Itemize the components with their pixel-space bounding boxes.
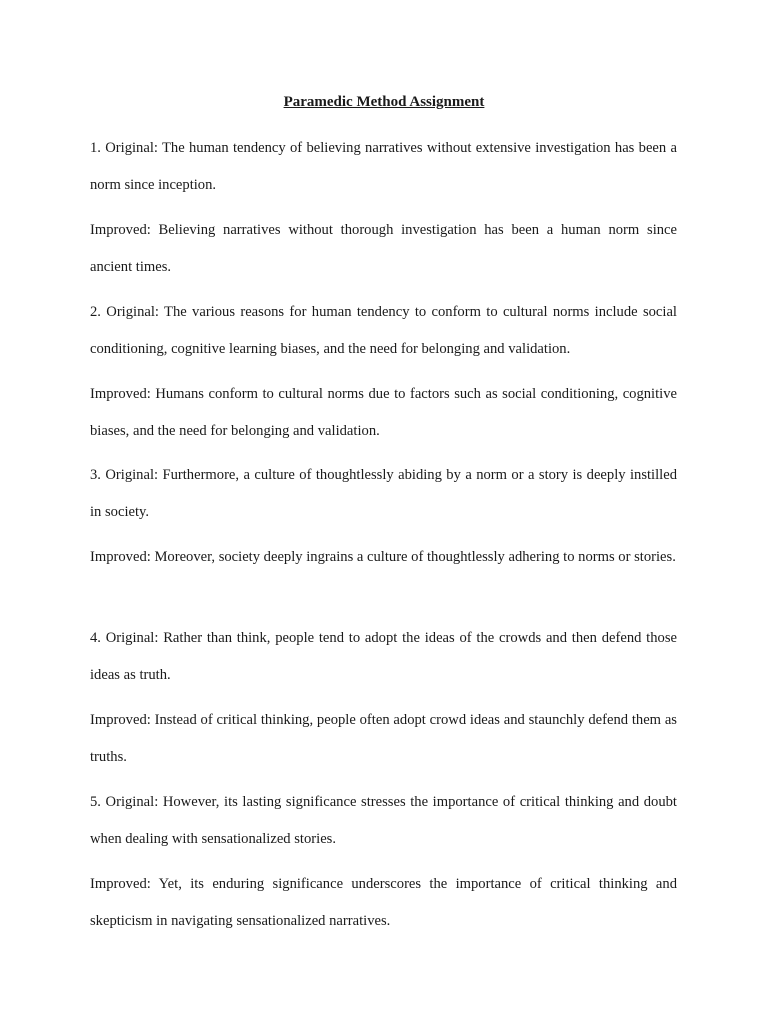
paragraph-3-original: 3. Original: Furthermore, a culture of thoughtlessly abiding by a norm or a story is deeply instilled in society. [90,467,677,520]
paragraph-5-original: 5. Original: However, its lasting significance stresses the importance of critical thinking and doubt when dealing with sensationalized stories. [90,794,677,847]
paragraph-3-improved: Improved: Moreover, society deeply ingrains a culture of thoughtlessly adhering to norms or stories. [90,549,676,565]
paragraph-2-original: 2. Original: The various reasons for human tendency to conform to cultural norms include social conditioning, cognitive learning biases, and the need for belonging and validation. [90,304,677,357]
paragraph-4-original: 4. Original: Rather than think, people tend to adopt the ideas of the crowds and then defend those ideas as truth. [90,630,677,683]
paragraph-2-improved: Improved: Humans conform to cultural norms due to factors such as social conditioning, cognitive biases, and the need for belonging and validation. [90,386,677,439]
paragraph-4-improved: Improved: Instead of critical thinking, people often adopt crowd ideas and staunchly defend them as truths. [90,712,677,765]
paragraph-1-improved: Improved: Believing narratives without thorough investigation has been a human norm since ancient times. [90,222,677,275]
paragraph-5-improved: Improved: Yet, its enduring significance underscores the importance of critical thinking and skepticism in navigating sensationalized narratives. [90,876,677,929]
paragraph-1-original: 1. Original: The human tendency of believing narratives without extensive investigation has been a norm since inception. [90,140,677,193]
document-title: Paramedic Method Assignment [283,94,485,110]
